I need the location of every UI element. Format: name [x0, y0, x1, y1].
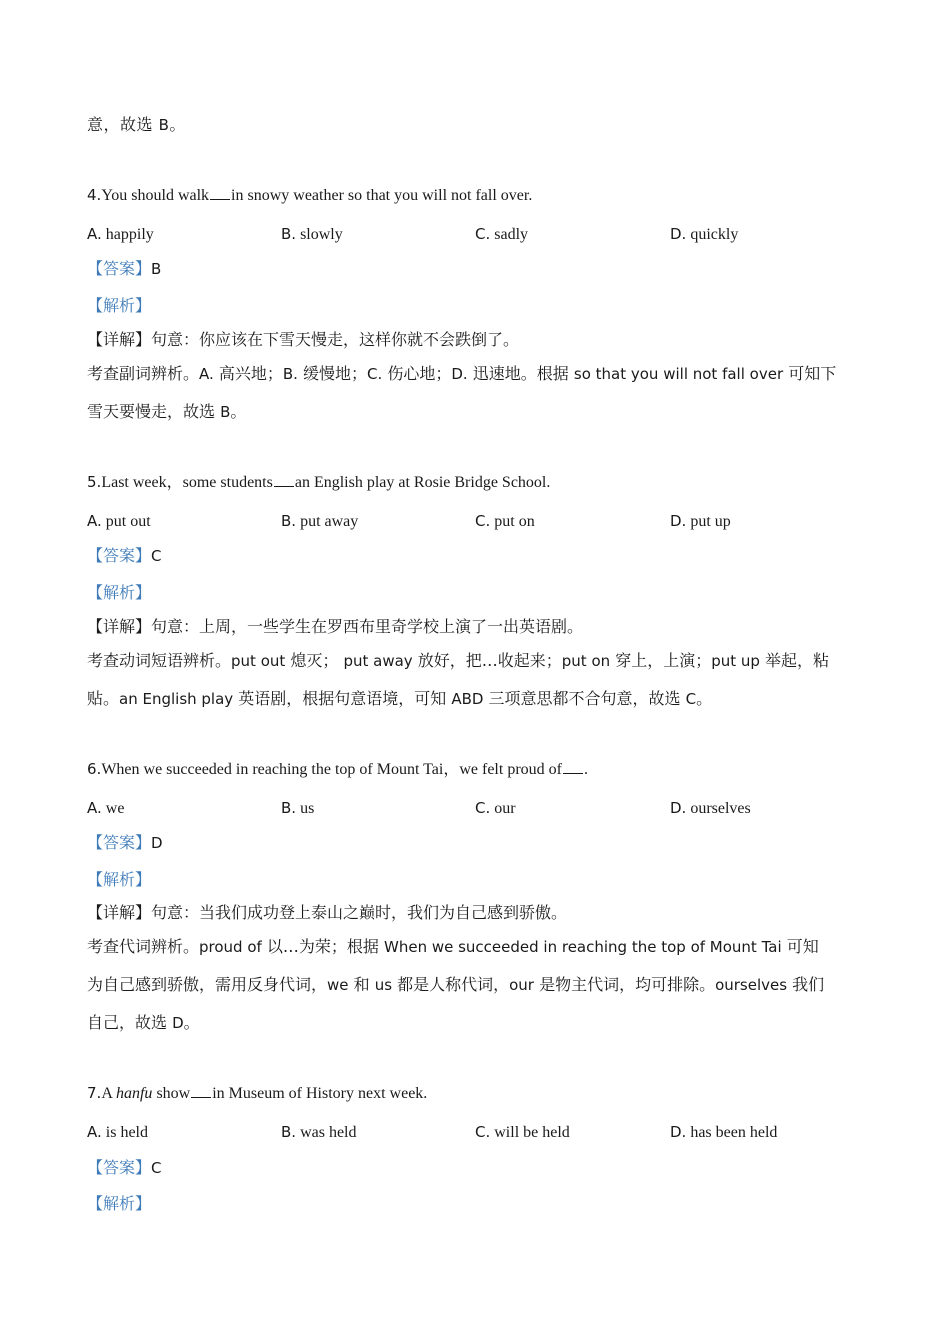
- latin-segment: so that you will not fall over: [573, 365, 784, 383]
- question-5-options: [87, 512, 867, 532]
- latin-segment: ABD: [451, 690, 484, 708]
- question-5-explanation-line-1: [87, 653, 829, 669]
- question-6-explanation-line-2: [87, 977, 824, 993]
- answer-blank: [274, 475, 294, 487]
- chinese-segment: 和: [348, 975, 375, 994]
- chinese-segment: 考查副词辨析。: [87, 364, 200, 383]
- option-d: D. quickly: [670, 225, 739, 243]
- latin-segment: us: [374, 976, 393, 994]
- question-4-explanation-line-2: [87, 404, 246, 420]
- question-4-analysis-tag: 【解析】: [87, 296, 152, 315]
- latin-segment: D: [172, 1014, 184, 1032]
- option-b: B. slowly: [281, 225, 343, 243]
- option-a: A. happily: [87, 225, 154, 243]
- intro-answer: B: [158, 116, 170, 134]
- chinese-segment: 英语剧，根据句意语境，可知: [233, 689, 452, 708]
- question-7-options: [87, 1123, 867, 1143]
- chinese-segment: 熄灭；: [285, 651, 344, 670]
- question-5-answer: 【答案】C: [87, 546, 162, 565]
- question-6-stem: 6.When we succeeded in reaching the top of Mount Tai，we felt proud of .: [87, 760, 588, 778]
- chinese-segment: 。: [230, 402, 247, 421]
- option-d: D. ourselves: [670, 799, 751, 817]
- question-7-analysis-tag: 【解析】: [87, 1194, 152, 1213]
- latin-segment: our: [509, 976, 534, 994]
- latin-segment: C.: [367, 365, 383, 383]
- latin-segment: put up: [711, 652, 760, 670]
- chinese-segment: 我们: [787, 975, 825, 994]
- option-a: A. we: [87, 799, 125, 817]
- chinese-segment: 考查代词辨析。: [87, 937, 200, 956]
- question-6-answer: 【答案】D: [87, 833, 163, 852]
- question-6-analysis-tag: 【解析】: [87, 870, 152, 889]
- latin-segment: an English play: [119, 690, 234, 708]
- chinese-segment: 都是人称代词，: [392, 975, 510, 994]
- latin-segment: we: [327, 976, 349, 994]
- chinese-segment: 以…为荣；根据: [261, 937, 384, 956]
- question-4-explanation-line-1: [87, 366, 836, 382]
- intro-tail: 意，故选 B。: [87, 115, 186, 134]
- chinese-segment: 是物主代词，均可排除。: [533, 975, 716, 994]
- chinese-segment: 可知: [781, 937, 819, 956]
- chinese-segment: 。: [183, 1013, 200, 1032]
- question-4-options: [87, 225, 867, 245]
- chinese-segment: 放好，把…收起来；: [412, 651, 562, 670]
- option-a: A. is held: [87, 1123, 148, 1141]
- question-4-answer: 【答案】B: [87, 259, 162, 278]
- chinese-segment: 穿上，上演；: [610, 651, 712, 670]
- chinese-segment: 三项意思都不合句意，故选: [483, 689, 686, 708]
- chinese-segment: 伤心地；: [382, 364, 452, 383]
- option-c: C. sadly: [475, 225, 529, 243]
- question-6-explanation-line-1: [87, 939, 819, 955]
- answer-blank: [210, 188, 230, 200]
- latin-segment: C: [685, 690, 697, 708]
- latin-segment: B.: [282, 365, 298, 383]
- question-6-detail: 【详解】句意：当我们成功登上泰山之巅时，我们为自己感到骄傲。: [87, 903, 568, 922]
- chinese-segment: 可知下: [783, 364, 837, 383]
- chinese-segment: 迅速地。根据: [467, 364, 574, 383]
- chinese-segment: 举起，粘: [759, 651, 830, 670]
- option-d: D. has been held: [670, 1123, 778, 1141]
- question-7-answer: 【答案】C: [87, 1158, 162, 1177]
- latin-segment: proud of: [199, 938, 262, 956]
- latin-segment: B: [220, 403, 231, 421]
- chinese-segment: 为自己感到骄傲，需用反身代词，: [87, 975, 328, 994]
- question-6-explanation-line-3: [87, 1015, 200, 1031]
- option-d: D. put up: [670, 512, 731, 530]
- chinese-segment: 考查动词短语辨析。: [87, 651, 232, 670]
- question-5-explanation-line-2: [87, 691, 712, 707]
- latin-segment: A.: [199, 365, 214, 383]
- question-4-detail: 【详解】句意：你应该在下雪天慢走，这样你就不会跌倒了。: [87, 330, 520, 349]
- chinese-segment: 贴。: [87, 689, 120, 708]
- option-a: A. put out: [87, 512, 151, 530]
- answer-blank: [563, 762, 583, 774]
- latin-segment: D.: [451, 365, 468, 383]
- chinese-segment: 雪天要慢走，故选: [87, 402, 221, 421]
- latin-segment: put away: [343, 652, 413, 670]
- option-b: B. put away: [281, 512, 359, 530]
- option-b: B. us: [281, 799, 315, 817]
- chinese-segment: 自己，故选: [87, 1013, 173, 1032]
- question-7-stem: 7.A hanfu show in Museum of History next week.: [87, 1084, 428, 1102]
- chinese-segment: 缓慢地；: [297, 364, 368, 383]
- option-b: B. was held: [281, 1123, 357, 1141]
- chinese-segment: 。: [696, 689, 713, 708]
- option-c: C. our: [475, 799, 516, 817]
- answer-blank: [191, 1086, 211, 1098]
- option-c: C. will be held: [475, 1123, 570, 1141]
- question-5-detail: 【详解】句意：上周，一些学生在罗西布里奇学校上演了一出英语剧。: [87, 617, 584, 636]
- question-5-stem: 5.Last week，some students an English play at Rosie Bridge School.: [87, 473, 551, 491]
- latin-segment: put on: [561, 652, 611, 670]
- latin-segment: put out: [231, 652, 286, 670]
- question-5-analysis-tag: 【解析】: [87, 583, 152, 602]
- latin-segment: When we succeeded in reaching the top of Mount Tai: [384, 938, 782, 956]
- question-4-stem: 4.You should walk in snowy weather so that you will not fall over.: [87, 186, 533, 204]
- latin-segment: ourselves: [715, 976, 788, 994]
- chinese-segment: 高兴地；: [213, 364, 283, 383]
- question-6-options: [87, 799, 867, 819]
- option-c: C. put on: [475, 512, 535, 530]
